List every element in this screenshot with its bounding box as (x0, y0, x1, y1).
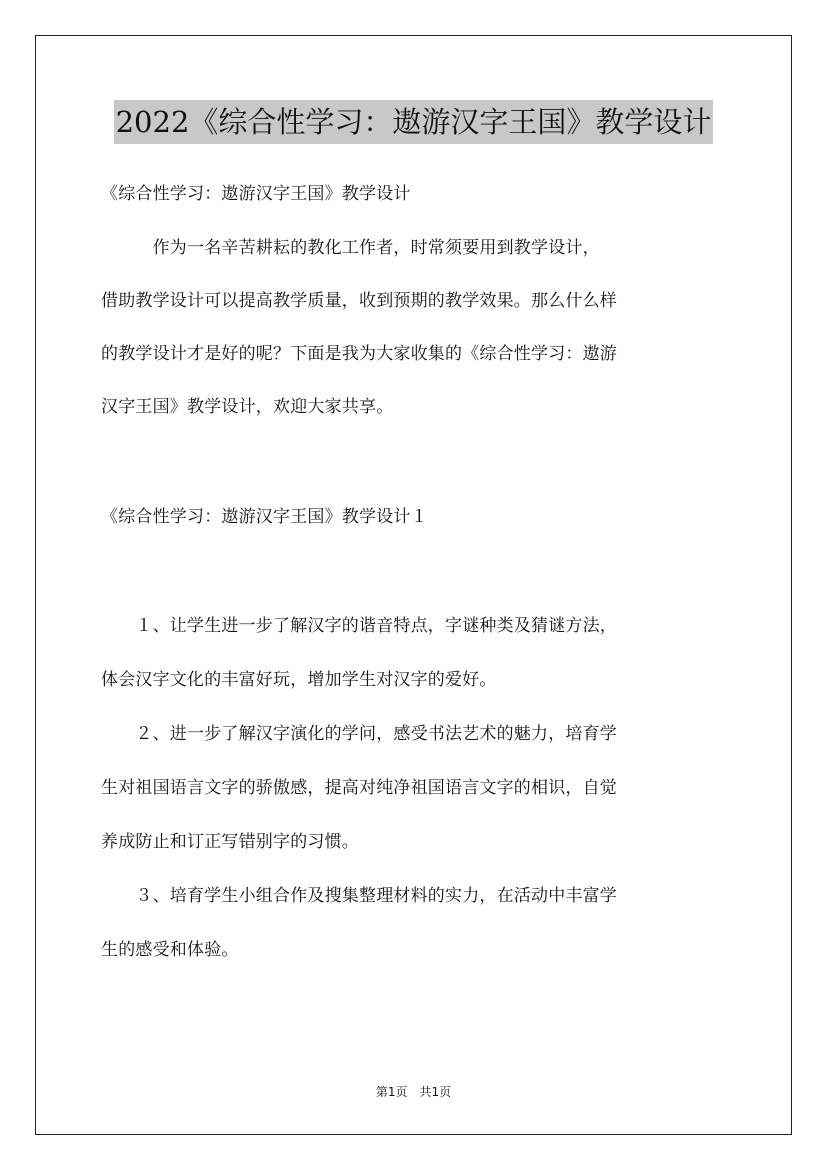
paragraph-line: 汉字王国》教学设计，欢迎大家共享。 (101, 397, 394, 417)
page-footer: 第1页 共1页 (375, 1085, 452, 1099)
document-title-container (0, 100, 827, 144)
subtitle-line: 《综合性学习：遨游汉字王国》教学设计 (101, 184, 411, 204)
paragraph-line: 作为一名辛苦耕耘的教化工作者，时常须要用到教学设计， (101, 238, 600, 258)
list-item-line: 体会汉字文化的丰富好玩，增加学生对汉字的爱好。 (101, 670, 497, 690)
list-item-line: １、让学生进一步了解汉字的谐音特点，字谜种类及猜谜方法， (101, 616, 617, 636)
list-item-line: ２、进一步了解汉字演化的学问，感受书法艺术的魅力，培育学 (101, 724, 617, 744)
document-title: 2022《综合性学习：遨游汉字王国》教学设计 (114, 100, 714, 144)
list-item-line: ３、培育学生小组合作及搜集整理材料的实力，在活动中丰富学 (101, 886, 617, 906)
list-item-line: 养成防止和订正写错别字的习惯。 (101, 832, 359, 852)
section-heading: 《综合性学习：遨游汉字王国》教学设计１ (101, 507, 428, 527)
list-item-line: 生对祖国语言文字的骄傲感，提高对纯净祖国语言文字的相识，自觉 (101, 778, 617, 798)
list-item-line: 生的感受和体验。 (101, 940, 239, 960)
paragraph-line: 借助教学设计可以提高教学质量，收到预期的教学效果。那么什么样 (101, 291, 617, 311)
paragraph-line: 的教学设计才是好的呢？下面是我为大家收集的《综合性学习：遨游 (101, 344, 617, 364)
